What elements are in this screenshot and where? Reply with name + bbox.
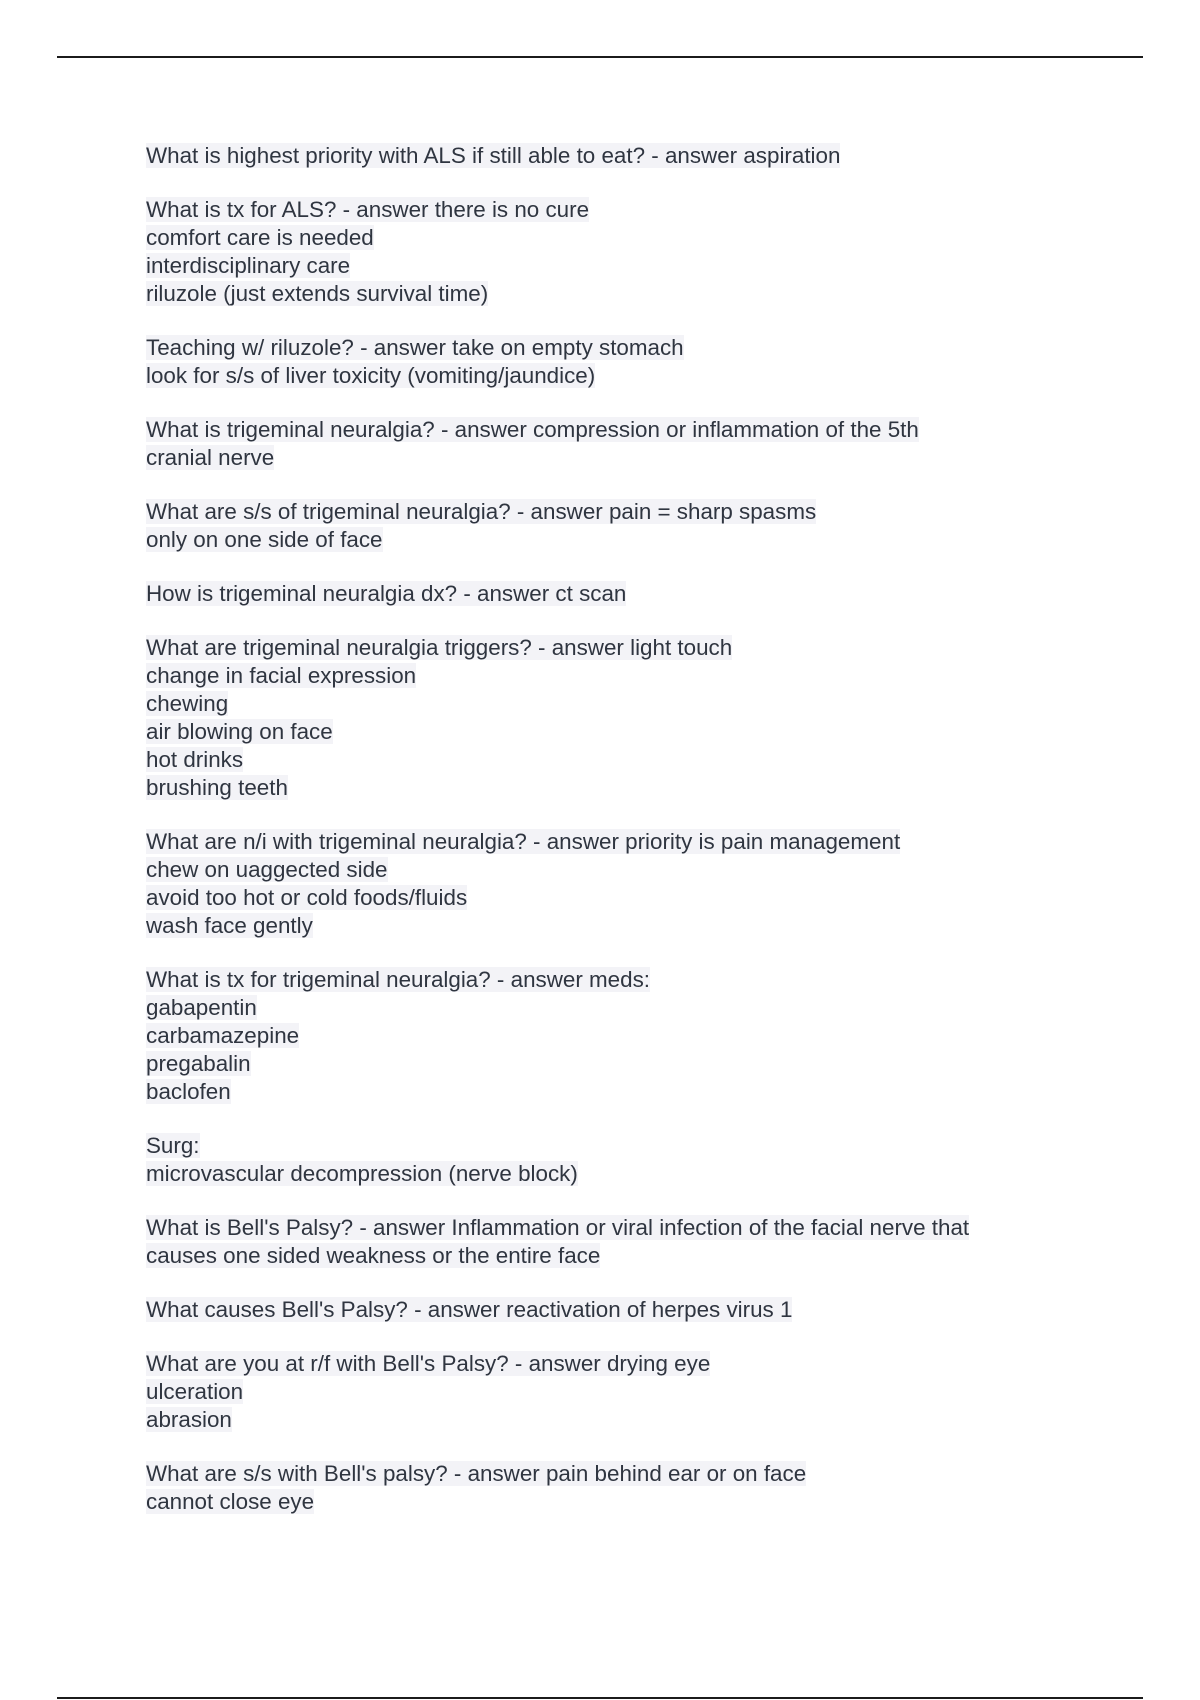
footer-rule <box>57 1697 1143 1699</box>
question-line <box>146 196 1046 224</box>
line-text: What causes Bell's Palsy? - answer reactivation of herpes virus 1 <box>146 1297 793 1322</box>
line-text: carbamazepine <box>146 1023 300 1048</box>
line-text: gabapentin <box>146 995 257 1020</box>
question-line <box>146 1214 1046 1242</box>
answer-line <box>146 1160 1046 1188</box>
line-text: ulceration <box>146 1379 244 1404</box>
line-text: What are trigeminal neuralgia triggers? - answer light touch <box>146 635 733 660</box>
line-text: comfort care is needed <box>146 225 374 250</box>
qa-item <box>146 334 1046 390</box>
question-line <box>146 966 1046 994</box>
answer-line <box>146 1488 1046 1516</box>
answer-line <box>146 1078 1046 1106</box>
line-text: What is tx for ALS? - answer there is no cure <box>146 197 590 222</box>
qa-item <box>146 1132 1046 1188</box>
line-text: change in facial expression <box>146 663 417 688</box>
answer-line <box>146 1022 1046 1050</box>
question-line <box>146 416 1046 444</box>
qa-item <box>146 1350 1046 1434</box>
qa-item <box>146 828 1046 940</box>
answer-line <box>146 444 1046 472</box>
line-text: What is tx for trigeminal neuralgia? - answer meds: <box>146 967 650 992</box>
line-text: interdisciplinary care <box>146 253 351 278</box>
header-rule <box>57 56 1143 58</box>
line-text: wash face gently <box>146 913 313 938</box>
line-text: riluzole (just extends survival time) <box>146 281 489 306</box>
line-text: How is trigeminal neuralgia dx? - answer ct scan <box>146 581 627 606</box>
qa-item <box>146 1460 1046 1516</box>
line-text: chew on uaggected side <box>146 857 388 882</box>
question-line <box>146 1296 1046 1324</box>
line-text: cranial nerve <box>146 445 275 470</box>
qa-item <box>146 966 1046 1106</box>
qa-item <box>146 416 1046 472</box>
answer-line <box>146 1406 1046 1434</box>
line-text: look for s/s of liver toxicity (vomiting/jaundice) <box>146 363 596 388</box>
line-text: causes one sided weakness or the entire face <box>146 1243 601 1268</box>
line-text: Surg: <box>146 1133 200 1158</box>
line-text: Teaching w/ riluzole? - answer take on empty stomach <box>146 335 684 360</box>
answer-line <box>146 690 1046 718</box>
question-line <box>146 1350 1046 1378</box>
answer-line <box>146 774 1046 802</box>
line-text: What are s/s with Bell's palsy? - answer pain behind ear or on face <box>146 1461 807 1486</box>
answer-line <box>146 718 1046 746</box>
answer-line <box>146 1050 1046 1078</box>
line-text: pregabalin <box>146 1051 251 1076</box>
line-text: abrasion <box>146 1407 232 1432</box>
line-text: hot drinks <box>146 747 244 772</box>
qa-item <box>146 580 1046 608</box>
question-line <box>146 634 1046 662</box>
line-text: cannot close eye <box>146 1489 315 1514</box>
answer-line <box>146 252 1046 280</box>
line-text: microvascular decompression (nerve block) <box>146 1161 578 1186</box>
question-line <box>146 828 1046 856</box>
line-text: avoid too hot or cold foods/fluids <box>146 885 468 910</box>
answer-line <box>146 362 1046 390</box>
answer-line <box>146 224 1046 252</box>
answer-line <box>146 912 1046 940</box>
answer-line <box>146 1378 1046 1406</box>
qa-item <box>146 634 1046 802</box>
question-line <box>146 498 1046 526</box>
line-text: What are s/s of trigeminal neuralgia? - answer pain = sharp spasms <box>146 499 817 524</box>
qa-item <box>146 498 1046 554</box>
line-text: only on one side of face <box>146 527 383 552</box>
qa-item <box>146 196 1046 308</box>
line-text: air blowing on face <box>146 719 333 744</box>
qa-item <box>146 1214 1046 1270</box>
answer-line <box>146 994 1046 1022</box>
answer-line <box>146 884 1046 912</box>
question-line <box>146 1460 1046 1488</box>
line-text: What is Bell's Palsy? - answer Inflammation or viral infection of the facial nerve that <box>146 1215 970 1240</box>
question-line <box>146 580 1046 608</box>
line-text: What is highest priority with ALS if still able to eat? - answer aspiration <box>146 143 841 168</box>
answer-line <box>146 1242 1046 1270</box>
question-line <box>146 1132 1046 1160</box>
answer-line <box>146 856 1046 884</box>
answer-line <box>146 280 1046 308</box>
line-text: chewing <box>146 691 229 716</box>
answer-line <box>146 662 1046 690</box>
line-text: What is trigeminal neuralgia? - answer compression or inflammation of the 5th <box>146 417 919 442</box>
question-line <box>146 142 1046 170</box>
qa-item <box>146 1296 1046 1324</box>
line-text: What are n/i with trigeminal neuralgia? - answer priority is pain management <box>146 829 901 854</box>
line-text: baclofen <box>146 1079 231 1104</box>
answer-line <box>146 746 1046 774</box>
qa-item <box>146 142 1046 170</box>
document-body <box>146 142 1046 1542</box>
answer-line <box>146 526 1046 554</box>
line-text: What are you at r/f with Bell's Palsy? - answer drying eye <box>146 1351 711 1376</box>
question-line <box>146 334 1046 362</box>
line-text: brushing teeth <box>146 775 288 800</box>
